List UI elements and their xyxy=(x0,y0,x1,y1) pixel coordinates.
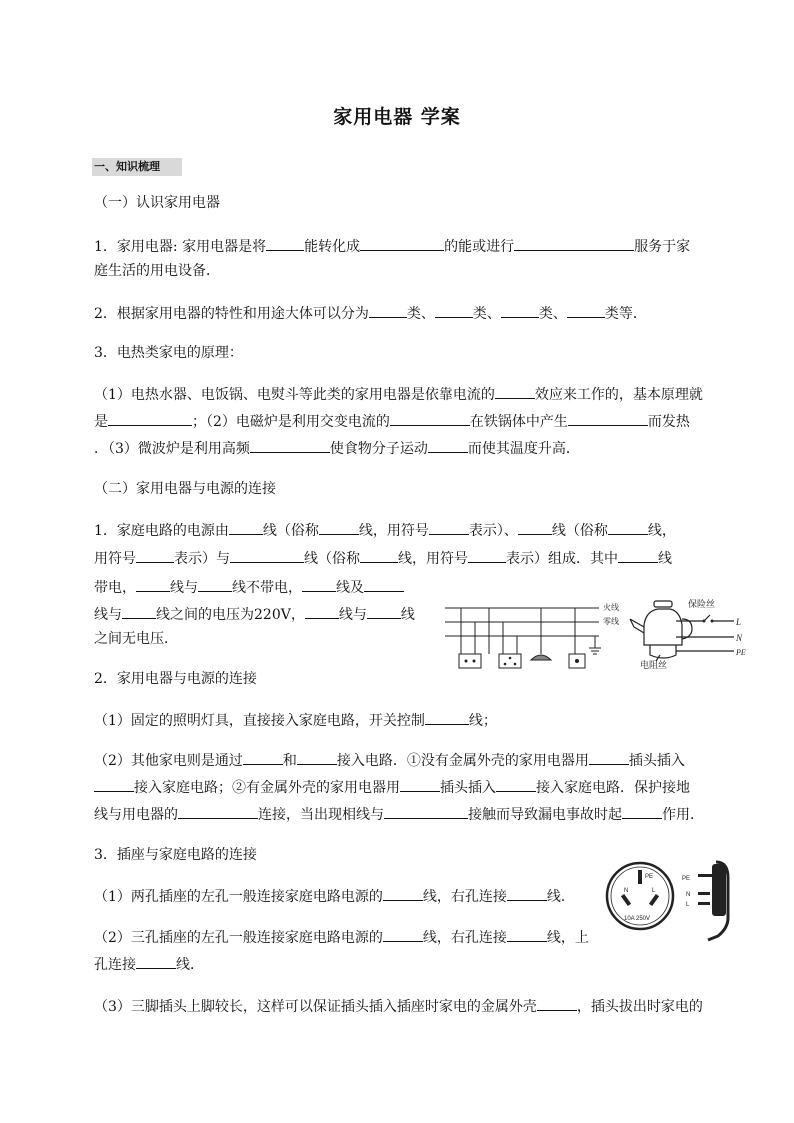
text: 线，上 xyxy=(546,930,589,946)
question-3-1-line-3 xyxy=(94,438,580,458)
text: 插头插入 xyxy=(628,753,685,769)
text: 表示）组成．其中 xyxy=(506,551,618,567)
lamp-icon xyxy=(531,655,551,660)
text: 插头插入 xyxy=(440,780,496,796)
blank[interactable] xyxy=(622,804,662,819)
part-2: 2．家用电器与电源的连接 xyxy=(94,671,257,687)
blank[interactable] xyxy=(243,750,283,765)
blank[interactable] xyxy=(507,927,547,942)
blank[interactable] xyxy=(514,236,634,251)
blank[interactable] xyxy=(383,886,423,901)
blank[interactable] xyxy=(360,236,444,251)
text: 使食物分子运动 xyxy=(329,441,428,457)
blank[interactable] xyxy=(230,548,304,563)
text: （2）三孔插座的左孔一般连接家庭电路电源的 xyxy=(94,930,383,946)
part-3-1 xyxy=(94,886,575,906)
part-2-1 xyxy=(94,710,497,730)
socket-n-label: N xyxy=(624,888,629,894)
blank[interactable] xyxy=(364,577,404,592)
blank[interactable] xyxy=(507,886,547,901)
fuse-label: 保险丝 xyxy=(688,599,716,609)
blank[interactable] xyxy=(496,777,536,792)
text: 线与 xyxy=(170,580,198,596)
text: 接入电路．①没有金属外壳的家用电器用 xyxy=(336,753,589,769)
text: （2）其他家电则是通过 xyxy=(94,753,243,769)
blank[interactable] xyxy=(136,577,170,592)
question-2 xyxy=(94,303,647,323)
question-1-line-2: 庭生活的用电设备． xyxy=(94,263,220,279)
text: 连接，当出现相线与 xyxy=(258,807,384,823)
blank[interactable] xyxy=(384,804,468,819)
plug-icon xyxy=(712,864,726,916)
text: （1）电热水器、电饭锅、电熨斗等此类的家用电器是依靠电流的 xyxy=(94,387,495,403)
blank[interactable] xyxy=(400,777,440,792)
part-3-2-line-1 xyxy=(94,927,589,947)
two-pin-socket xyxy=(459,654,481,668)
text: 线与 xyxy=(338,607,367,623)
text: 而使其温度升高． xyxy=(467,441,580,457)
blank[interactable] xyxy=(435,303,473,318)
text: 类等． xyxy=(604,306,647,322)
household-circuit-diagram xyxy=(445,596,623,676)
question-3: 3．电热类家电的原理： xyxy=(94,345,243,361)
text: 而发热 xyxy=(647,414,690,430)
text: 线，用符号 xyxy=(358,523,429,539)
part-2-2-line-3 xyxy=(94,804,704,824)
part-2-2-line-1 xyxy=(94,750,685,770)
part-3: 3．插座与家庭电路的连接 xyxy=(94,847,257,863)
text: 带电， xyxy=(94,580,136,596)
blank[interactable] xyxy=(568,411,648,426)
text: 和 xyxy=(282,753,297,769)
neutral-label: 零线 xyxy=(603,617,619,626)
text: 线，右孔连接 xyxy=(422,889,507,905)
kettle-body xyxy=(644,609,682,645)
text: ；（2）电磁炉是利用交变电流的 xyxy=(192,414,390,430)
blank[interactable] xyxy=(537,996,577,1011)
blank[interactable] xyxy=(136,548,174,563)
blank[interactable] xyxy=(229,520,263,535)
text: 能转化成 xyxy=(304,239,361,255)
text: 线（俗称 xyxy=(262,523,319,539)
blank[interactable] xyxy=(589,750,629,765)
blank[interactable] xyxy=(319,520,359,535)
part-3-3 xyxy=(94,996,703,1016)
blank[interactable] xyxy=(136,954,176,969)
question-3-1-line-1 xyxy=(94,384,703,404)
subsection-title: （一）认识家用电器 xyxy=(94,195,220,211)
resistor-label: 电阻丝 xyxy=(640,660,668,669)
kettle-diagram xyxy=(626,597,750,669)
text: 线及 xyxy=(336,580,364,596)
blank[interactable] xyxy=(518,520,552,535)
text: 1．家用电器: 家用电器是将 xyxy=(94,239,267,255)
blank[interactable] xyxy=(266,236,304,251)
socket-l-label: L xyxy=(652,888,656,894)
text: 线 xyxy=(658,551,672,567)
blank[interactable] xyxy=(367,604,401,619)
text: 服务于家 xyxy=(634,239,691,255)
blank[interactable] xyxy=(250,438,330,453)
text: 表示）、 xyxy=(468,523,518,539)
text: 效应来工作的，基本原理就 xyxy=(534,387,703,403)
text: 用符号 xyxy=(94,551,136,567)
text: ．（3）微波炉是利用高频 xyxy=(94,441,250,457)
live-label: 火线 xyxy=(603,603,619,612)
subsection-title-2: （二）家用电器与电源的连接 xyxy=(94,481,276,497)
blank[interactable] xyxy=(383,927,423,942)
text: 线． xyxy=(176,957,204,973)
section-heading: 一、知识梳理 xyxy=(92,158,182,176)
text: 线与用电器的 xyxy=(94,807,178,823)
text: 线 xyxy=(400,607,415,623)
blank[interactable] xyxy=(360,548,398,563)
text: （3）三脚插头上脚较长，这样可以保证插头插入插座时家电的金属外壳 xyxy=(94,999,537,1015)
text: 线（俗称 xyxy=(304,551,360,567)
text: 2．根据家用电器的特性和用途大体可以分为 xyxy=(94,306,369,322)
blank[interactable] xyxy=(178,804,258,819)
blank[interactable] xyxy=(501,303,539,318)
text: 类、 xyxy=(472,306,501,322)
l-label: L xyxy=(736,617,742,627)
rating-label: 10A 250V xyxy=(624,916,651,922)
blank[interactable] xyxy=(305,604,339,619)
text: 接触而导致漏电事故时起 xyxy=(468,807,622,823)
text: 接入家庭电路．保护接地 xyxy=(536,780,690,796)
socket-pe-label: PE xyxy=(645,874,654,880)
text: 线，用符号 xyxy=(398,551,468,567)
text: ，插头拔出时家电的 xyxy=(576,999,703,1015)
blank[interactable] xyxy=(468,548,506,563)
blank[interactable] xyxy=(297,750,337,765)
socket-plug-diagram xyxy=(604,858,738,942)
question-3-1-line-2 xyxy=(94,411,690,431)
text: 线之间的电压为220V， xyxy=(156,607,305,623)
part-1-line-4 xyxy=(94,604,415,624)
blank[interactable] xyxy=(428,438,468,453)
blank[interactable] xyxy=(429,520,469,535)
text: 作用． xyxy=(662,807,704,823)
part-1-line-2 xyxy=(94,548,672,568)
text: （1）两孔插座的左孔一般连接家庭电路电源的 xyxy=(94,889,383,905)
text: 线与 xyxy=(94,607,122,623)
blank[interactable] xyxy=(108,411,192,426)
text: 1．家庭电路的电源由 xyxy=(94,523,229,539)
blank[interactable] xyxy=(302,577,336,592)
blank[interactable] xyxy=(94,777,134,792)
part-1-line-3 xyxy=(94,577,404,597)
text: 线， xyxy=(647,523,676,539)
text: 类、 xyxy=(538,306,567,322)
text: 表示）与 xyxy=(174,551,230,567)
blank[interactable] xyxy=(567,303,605,318)
blank[interactable] xyxy=(608,520,648,535)
plug-l-label: L xyxy=(686,902,690,908)
text: （1）固定的照明灯具，直接接入家庭电路，开关控制 xyxy=(94,713,425,729)
pe-label: PE xyxy=(736,648,746,657)
blank[interactable] xyxy=(495,384,535,399)
text: 在铁锅体中产生 xyxy=(469,414,568,430)
text: 线； xyxy=(468,713,497,729)
blank[interactable] xyxy=(390,411,470,426)
text: 孔连接 xyxy=(94,957,136,973)
blank[interactable] xyxy=(618,548,658,563)
text: 是 xyxy=(94,414,108,430)
n-label: N xyxy=(736,633,743,643)
blank[interactable] xyxy=(122,604,156,619)
text: 的能或进行 xyxy=(444,239,515,255)
text: 接入家庭电路；②有金属外壳的家用电器用 xyxy=(134,780,400,796)
text: 线． xyxy=(546,889,575,905)
part-1-line-5: 之间无电压． xyxy=(94,631,178,647)
part-3-2-line-2 xyxy=(94,954,204,974)
page-title: 家用电器 学案 xyxy=(333,106,461,128)
blank[interactable] xyxy=(425,710,469,725)
text: 线不带电， xyxy=(232,580,302,596)
text: 线，右孔连接 xyxy=(422,930,507,946)
part-2-2-line-2 xyxy=(94,777,690,797)
blank[interactable] xyxy=(198,577,232,592)
plug-n-label: N xyxy=(686,892,691,898)
blank[interactable] xyxy=(369,303,407,318)
text: 线（俗称 xyxy=(551,523,608,539)
question-1-line-1 xyxy=(94,236,690,256)
three-pin-socket xyxy=(499,654,521,668)
text: 类、 xyxy=(406,306,435,322)
part-1-line-1 xyxy=(94,520,676,540)
plug-pe-label: PE xyxy=(682,876,691,882)
